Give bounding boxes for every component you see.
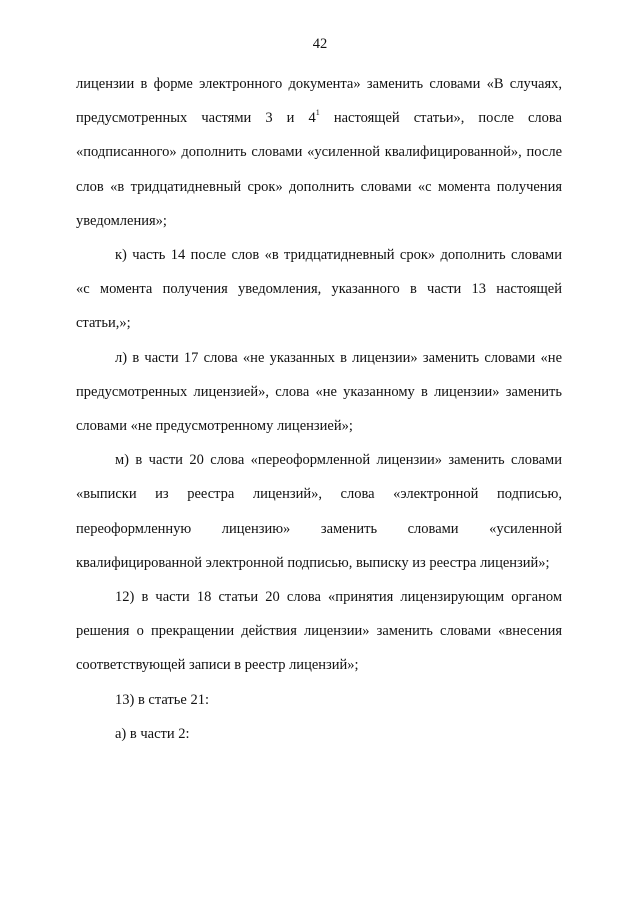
paragraph-m: м) в части 20 слова «переоформленной лицензии» заменить словами «выписки из реестра лицензий», слова «электронной подписью, переоформленную лицензию» заменить словами «усиленной квалифицированной электронной подписью, выписку из реестра лицензий»; bbox=[76, 452, 562, 571]
paragraph-a: а) в части 2: bbox=[115, 725, 190, 742]
document-body bbox=[76, 67, 562, 751]
page-number: 42 bbox=[312, 36, 328, 52]
paragraph-12: 12) в части 18 статьи 20 слова «принятия лицензирующим органом решения о прекращении действия лицензии» заменить словами «внесения соответствующей записи в реестр лицензий»; bbox=[76, 589, 562, 674]
superscript: 1 bbox=[315, 108, 320, 118]
paragraph-l: л) в части 17 слова «не указанных в лицензии» заменить словами «не предусмотренных лицензией», слова «не указанному в лицензии» заменить словами «не предусмотренному лицензией»; bbox=[76, 349, 562, 435]
paragraph-continuation bbox=[76, 67, 562, 238]
paragraph-k: к) часть 14 после слов «в тридцатидневный срок» дополнить словами «с момента получения уведомления, указанного в части 13 настоящей статьи,»; bbox=[76, 247, 562, 332]
paragraph-text: настоящей статьи», после слова «подписанного» дополнить словами «усиленной квалифицированной», после слов «в тридцатидневный срок» дополнить словами «с момента получения уведомления»; bbox=[76, 110, 562, 229]
paragraph-13: 13) в статье 21: bbox=[115, 691, 209, 708]
paragraph-text: лицензии в форме электронного документа» заменить словами «В случаях, предусмотренных частями 3 и 4 bbox=[76, 76, 562, 127]
